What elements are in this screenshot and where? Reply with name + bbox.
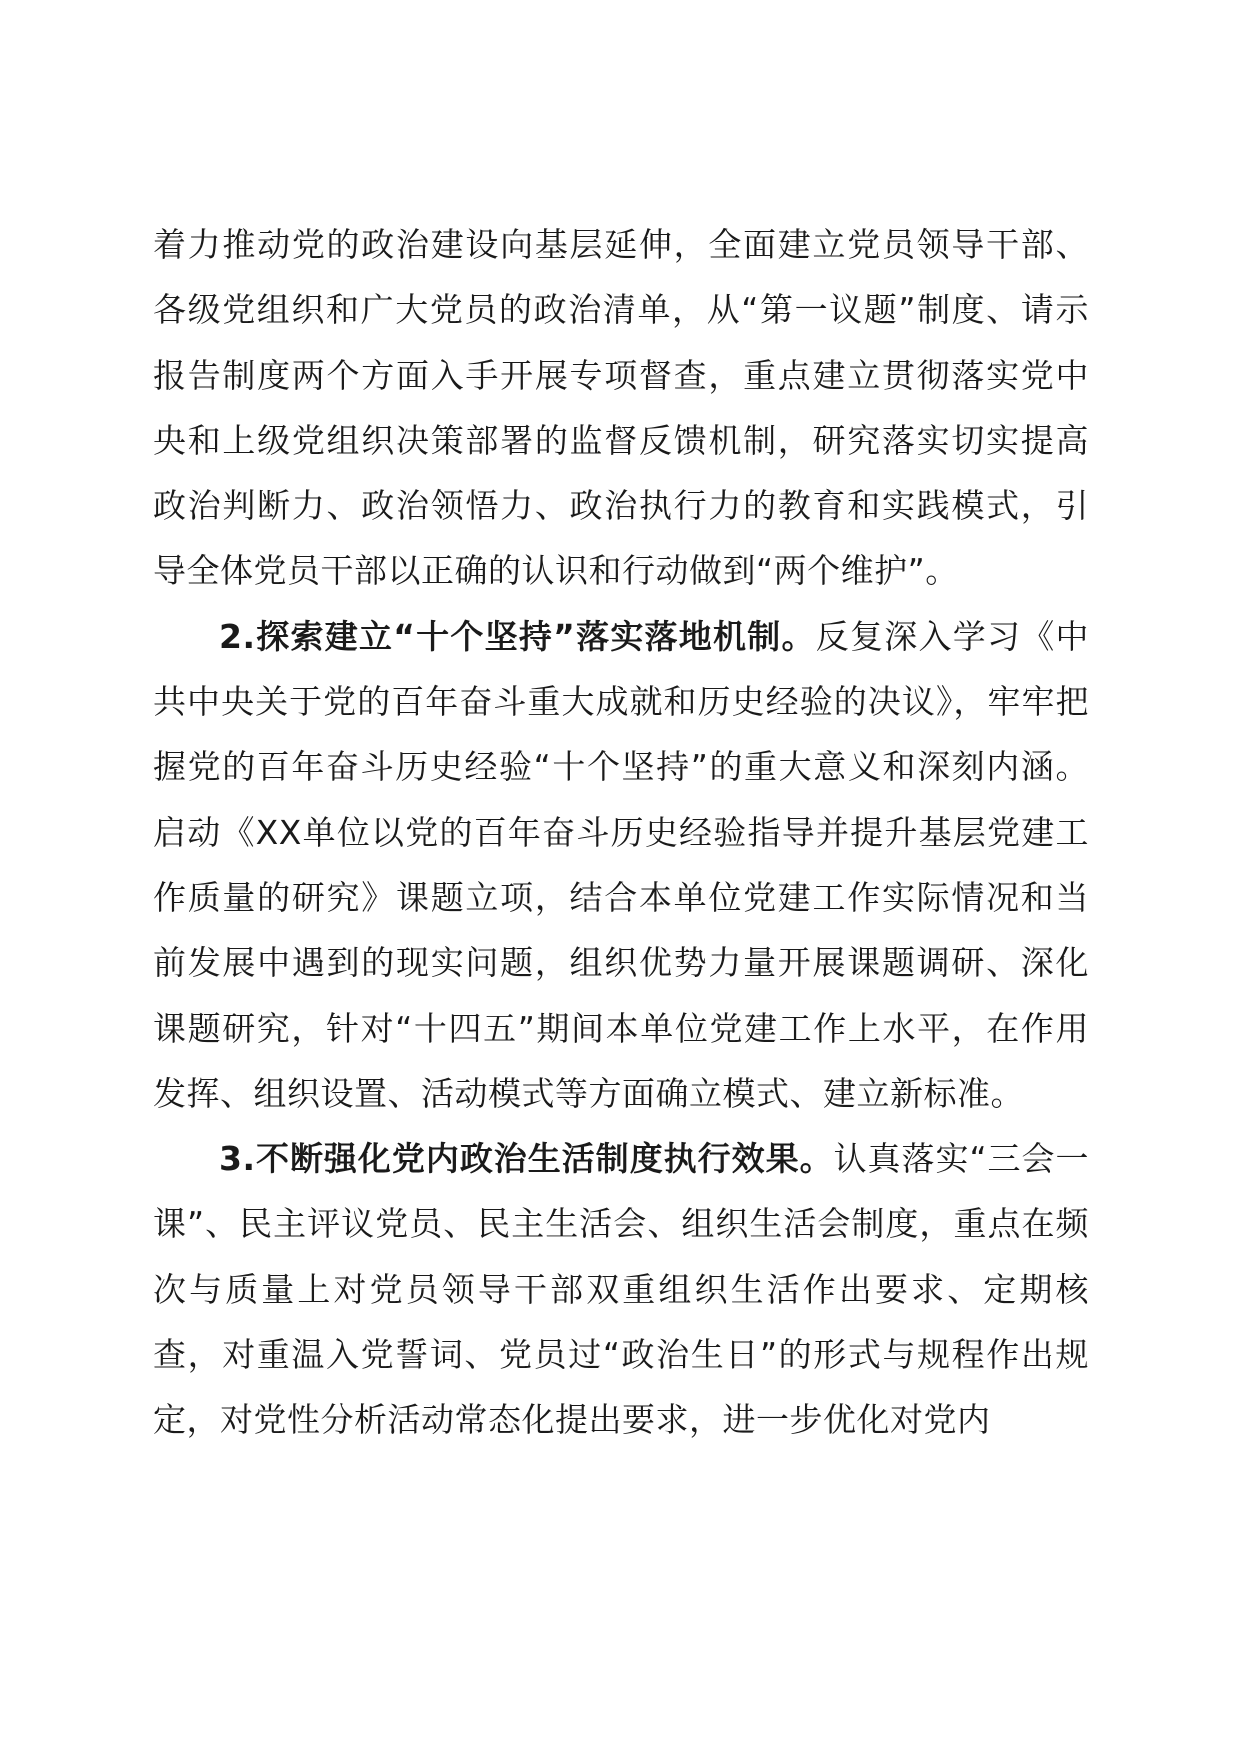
paragraph-text: 着力推动党的政治建设向基层延伸，全面建立党员领导干部、各级党组织和广大党员的政治清单，从“第一议题”制度、请示报告制度两个方面入手开展专项督查，重点建立贯彻落实党中央和上级党组织决策部署的监督反馈机制，研究落实切实提高政治判断力、政治领悟力、政治执行力的教育和实践模式，引导全体党员干部以正确的认识和行动做到“两个维护”。 (153, 225, 1089, 591)
paragraph-continuation (153, 212, 1089, 604)
paragraph-item-2 (153, 604, 1089, 1126)
paragraph-heading: 3.不断强化党内政治生活制度执行效果。 (219, 1139, 834, 1179)
paragraph-text: 反复深入学习《中共中央关于党的百年奋斗重大成就和历史经验的决议》，牢牢把握党的百年奋斗历史经验“十个坚持”的重大意义和深刻内涵。启动《XX单位以党的百年奋斗历史经验指导并提升基层党建工作质量的研究》课题立项，结合本单位党建工作实际情况和当前发展中遇到的现实问题，组织优势力量开展课题调研、深化课题研究，针对“十四五”期间本单位党建工作上水平，在作用发挥、组织设置、活动模式等方面确立模式、建立新标准。 (153, 616, 1090, 1113)
paragraph-text: 认真落实“三会一课”、民主评议党员、民主生活会、组织生活会制度，重点在频次与质量上对党员领导干部双重组织生活作出要求、定期核查，对重温入党誓词、党员过“政治生日”的形式与规程作出规定，对党性分析活动常态化提出要求，进一步优化对党内 (153, 1139, 1089, 1440)
paragraph-item-3 (153, 1126, 1089, 1452)
document-body (153, 212, 1089, 1453)
paragraph-heading: 2.探索建立“十个坚持”落实落地机制。 (219, 616, 816, 656)
